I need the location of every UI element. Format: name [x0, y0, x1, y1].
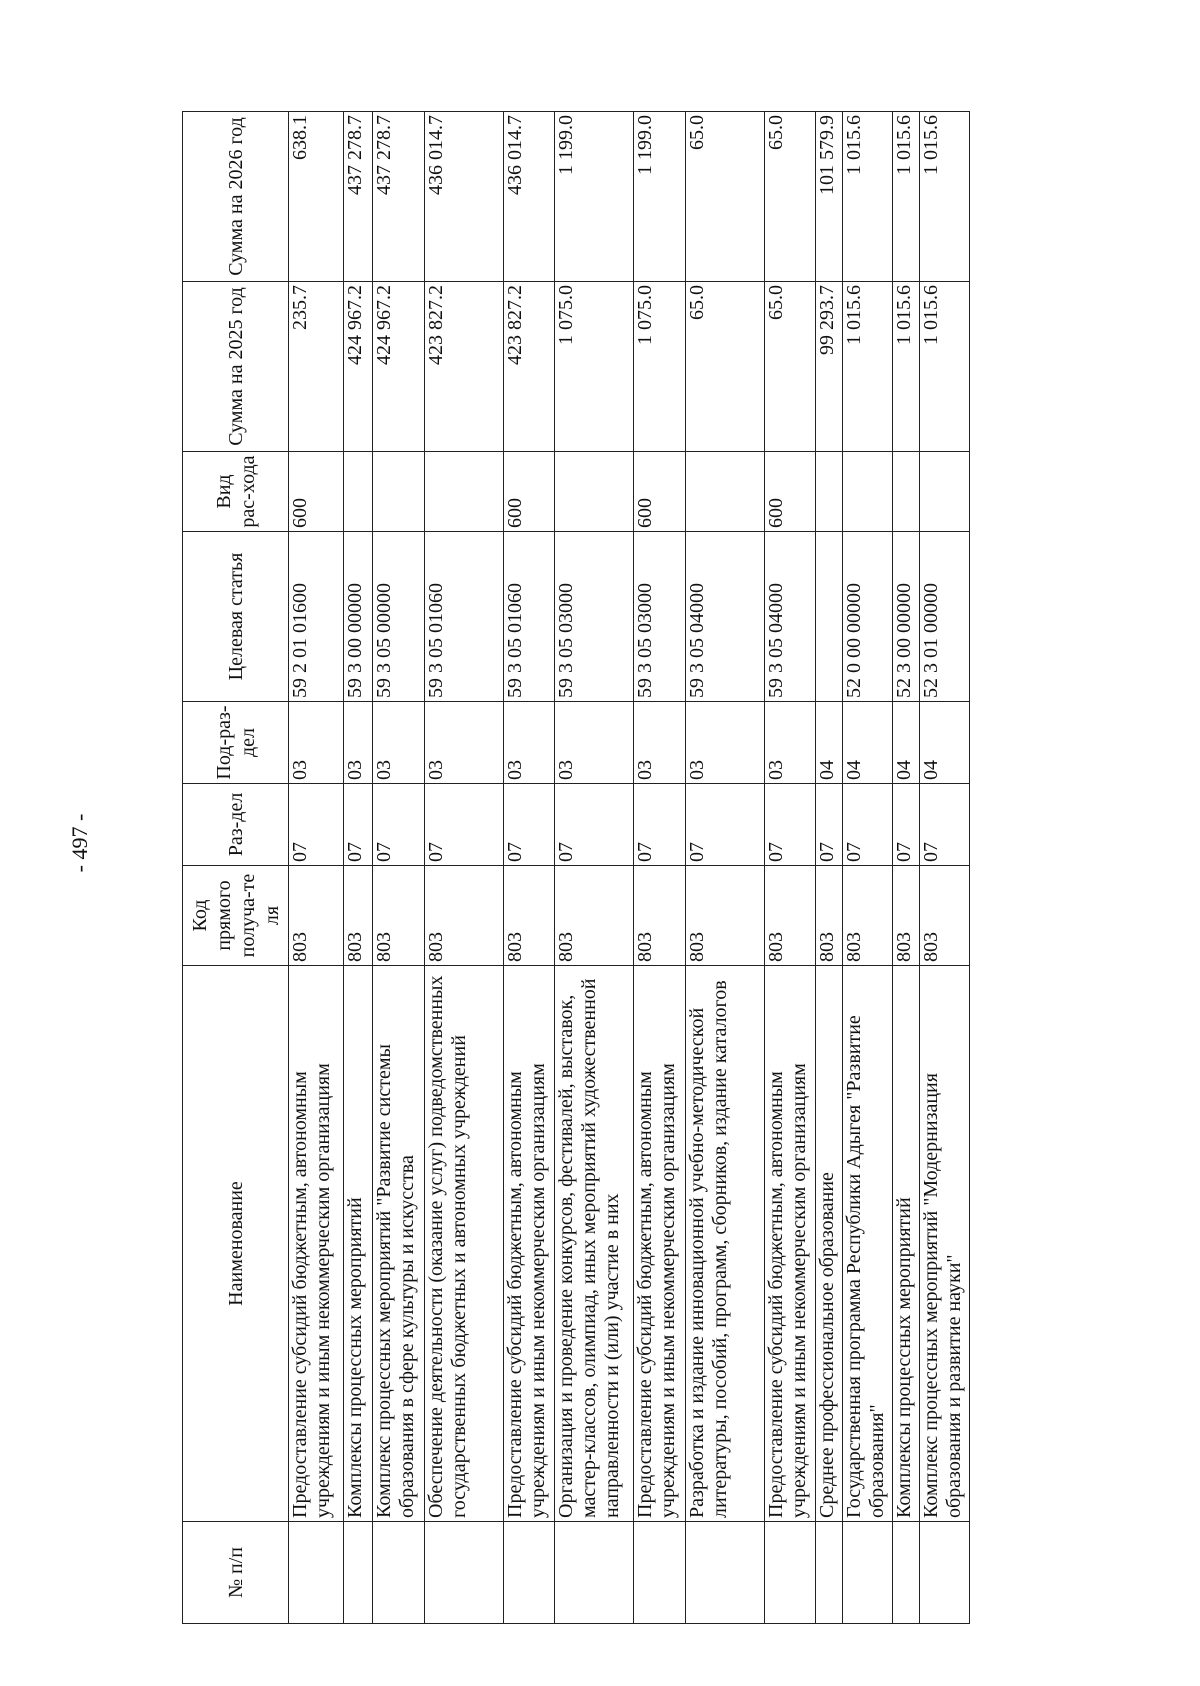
cell-section: 07	[424, 784, 503, 866]
cell-section: 07	[634, 784, 686, 866]
cell-name: Обеспечение деятельности (оказание услуг) подведомственных государственных бюджетных и автономных учреждений	[424, 966, 503, 1522]
cell-expense	[816, 452, 843, 532]
cell-section: 07	[843, 784, 893, 866]
cell-target: 59 2 01 01600	[289, 532, 344, 702]
table-row	[424, 112, 503, 1624]
cell-subsection: 04	[816, 702, 843, 784]
cell-target: 59 3 05 04000	[764, 532, 816, 702]
cell-sum2025: 1 075.0	[555, 282, 634, 452]
cell-num	[816, 1522, 843, 1624]
cell-num	[424, 1522, 503, 1624]
table-row	[555, 112, 634, 1624]
cell-recipient: 803	[289, 866, 344, 966]
cell-target: 59 3 05 04000	[685, 532, 764, 702]
cell-sum2025: 423 827.2	[424, 282, 503, 452]
header-recipient: Код прямого получа-те ля	[183, 866, 289, 966]
cell-sum2026: 1 015.6	[893, 112, 920, 282]
cell-sum2025: 235.7	[289, 282, 344, 452]
header-num: № п/п	[183, 1522, 289, 1624]
cell-subsection: 03	[555, 702, 634, 784]
table-row	[372, 112, 424, 1624]
cell-subsection: 04	[893, 702, 920, 784]
cell-section: 07	[289, 784, 344, 866]
cell-expense	[893, 452, 920, 532]
cell-expense	[843, 452, 893, 532]
cell-target: 52 3 01 00000	[920, 532, 970, 702]
cell-target: 59 3 05 01060	[424, 532, 503, 702]
cell-sum2025: 1 015.6	[843, 282, 893, 452]
cell-name: Предоставление субсидий бюджетным, автономным учреждениям и иным некоммерческим организациям	[289, 966, 344, 1522]
cell-sum2026: 437 278.7	[372, 112, 424, 282]
cell-sum2025: 1 015.6	[920, 282, 970, 452]
cell-sum2026: 1 199.0	[555, 112, 634, 282]
page-number: - 497 -	[67, 813, 92, 873]
cell-expense: 600	[289, 452, 344, 532]
cell-sum2026: 1 015.6	[920, 112, 970, 282]
table-row	[893, 112, 920, 1624]
cell-name: Предоставление субсидий бюджетным, автономным учреждениям и иным некоммерческим организациям	[503, 966, 555, 1522]
cell-sum2026: 1 015.6	[843, 112, 893, 282]
cell-sum2026: 65.0	[764, 112, 816, 282]
cell-num	[843, 1522, 893, 1624]
cell-section: 07	[555, 784, 634, 866]
cell-num	[372, 1522, 424, 1624]
cell-expense	[343, 452, 372, 532]
cell-expense: 600	[634, 452, 686, 532]
cell-name: Организация и проведение конкурсов, фестивалей, выставок, мастер-классов, олимпиад, иных мероприятий художественной направленности и (или) участие в них	[555, 966, 634, 1522]
rotated-table-container	[182, 112, 970, 1624]
cell-num	[555, 1522, 634, 1624]
cell-section: 07	[343, 784, 372, 866]
cell-subsection: 03	[289, 702, 344, 784]
cell-subsection: 03	[634, 702, 686, 784]
cell-section: 07	[685, 784, 764, 866]
cell-target: 59 3 00 00000	[343, 532, 372, 702]
cell-target: 59 3 05 00000	[372, 532, 424, 702]
header-sum2026: Сумма на 2026 год	[183, 112, 289, 282]
cell-target: 59 3 05 01060	[503, 532, 555, 702]
cell-section: 07	[816, 784, 843, 866]
header-row	[183, 112, 289, 1624]
header-subsection: Под-раз-дел	[183, 702, 289, 784]
table-row	[343, 112, 372, 1624]
cell-recipient: 803	[372, 866, 424, 966]
cell-subsection: 04	[843, 702, 893, 784]
cell-name: Государственная программа Республики Адыгея "Развитие образования"	[843, 966, 893, 1522]
cell-num	[343, 1522, 372, 1624]
cell-expense	[920, 452, 970, 532]
cell-target: 59 3 05 03000	[555, 532, 634, 702]
table-row	[685, 112, 764, 1624]
cell-sum2025: 1 015.6	[893, 282, 920, 452]
cell-name: Предоставление субсидий бюджетным, автономным учреждениям и иным некоммерческим организациям	[764, 966, 816, 1522]
cell-target: 52 3 00 00000	[893, 532, 920, 702]
cell-subsection: 03	[424, 702, 503, 784]
cell-recipient: 803	[685, 866, 764, 966]
cell-subsection: 03	[503, 702, 555, 784]
cell-name: Комплекс процессных мероприятий "Развитие системы образования в сфере культуры и искусства	[372, 966, 424, 1522]
cell-sum2025: 65.0	[685, 282, 764, 452]
cell-sum2025: 424 967.2	[343, 282, 372, 452]
cell-num	[289, 1522, 344, 1624]
cell-num	[893, 1522, 920, 1624]
cell-recipient: 803	[555, 866, 634, 966]
cell-section: 07	[920, 784, 970, 866]
cell-sum2026: 638.1	[289, 112, 344, 282]
header-expense: Вид рас-хода	[183, 452, 289, 532]
table-row	[816, 112, 843, 1624]
cell-recipient: 803	[843, 866, 893, 966]
cell-sum2025: 423 827.2	[503, 282, 555, 452]
header-target: Целевая статья	[183, 532, 289, 702]
cell-expense	[685, 452, 764, 532]
table-row	[843, 112, 893, 1624]
cell-sum2026: 101 579.9	[816, 112, 843, 282]
cell-subsection: 03	[685, 702, 764, 784]
cell-section: 07	[893, 784, 920, 866]
cell-target: 52 0 00 00000	[843, 532, 893, 702]
cell-section: 07	[764, 784, 816, 866]
cell-name: Разработка и издание инновационной учебно-методической литературы, пособий, программ, сборников, издание каталогов	[685, 966, 764, 1522]
table-row	[503, 112, 555, 1624]
cell-recipient: 803	[893, 866, 920, 966]
cell-section: 07	[503, 784, 555, 866]
cell-num	[920, 1522, 970, 1624]
cell-sum2026: 65.0	[685, 112, 764, 282]
cell-name: Комплекс процессных мероприятий "Модернизация образования и развитие науки"	[920, 966, 970, 1522]
budget-table	[182, 111, 970, 1624]
cell-num	[685, 1522, 764, 1624]
cell-recipient: 803	[634, 866, 686, 966]
cell-sum2025: 65.0	[764, 282, 816, 452]
cell-sum2025: 99 293.7	[816, 282, 843, 452]
cell-recipient: 803	[343, 866, 372, 966]
cell-num	[503, 1522, 555, 1624]
cell-expense	[424, 452, 503, 532]
cell-target: 59 3 05 03000	[634, 532, 686, 702]
cell-sum2026: 1 199.0	[634, 112, 686, 282]
header-section: Раз-дел	[183, 784, 289, 866]
cell-expense	[555, 452, 634, 532]
cell-recipient: 803	[764, 866, 816, 966]
cell-name: Предоставление субсидий бюджетным, автономным учреждениям и иным некоммерческим организациям	[634, 966, 686, 1522]
cell-recipient: 803	[920, 866, 970, 966]
cell-sum2026: 436 014.7	[424, 112, 503, 282]
cell-subsection: 03	[372, 702, 424, 784]
cell-name: Среднее профессиональное образование	[816, 966, 843, 1522]
header-name: Наименование	[183, 966, 289, 1522]
cell-subsection: 04	[920, 702, 970, 784]
cell-num	[634, 1522, 686, 1624]
cell-recipient: 803	[424, 866, 503, 966]
header-sum2025: Сумма на 2025 год	[183, 282, 289, 452]
cell-recipient: 803	[503, 866, 555, 966]
cell-num	[764, 1522, 816, 1624]
cell-name: Комплексы процессных мероприятий	[893, 966, 920, 1522]
cell-name: Комплексы процессных мероприятий	[343, 966, 372, 1522]
table-row	[920, 112, 970, 1624]
cell-expense: 600	[764, 452, 816, 532]
cell-sum2026: 437 278.7	[343, 112, 372, 282]
cell-recipient: 803	[816, 866, 843, 966]
cell-subsection: 03	[764, 702, 816, 784]
cell-target	[816, 532, 843, 702]
cell-sum2026: 436 014.7	[503, 112, 555, 282]
cell-subsection: 03	[343, 702, 372, 784]
table-row	[634, 112, 686, 1624]
cell-expense: 600	[503, 452, 555, 532]
cell-sum2025: 1 075.0	[634, 282, 686, 452]
cell-section: 07	[372, 784, 424, 866]
cell-expense	[372, 452, 424, 532]
table-row	[289, 112, 344, 1624]
cell-sum2025: 424 967.2	[372, 282, 424, 452]
table-row	[764, 112, 816, 1624]
